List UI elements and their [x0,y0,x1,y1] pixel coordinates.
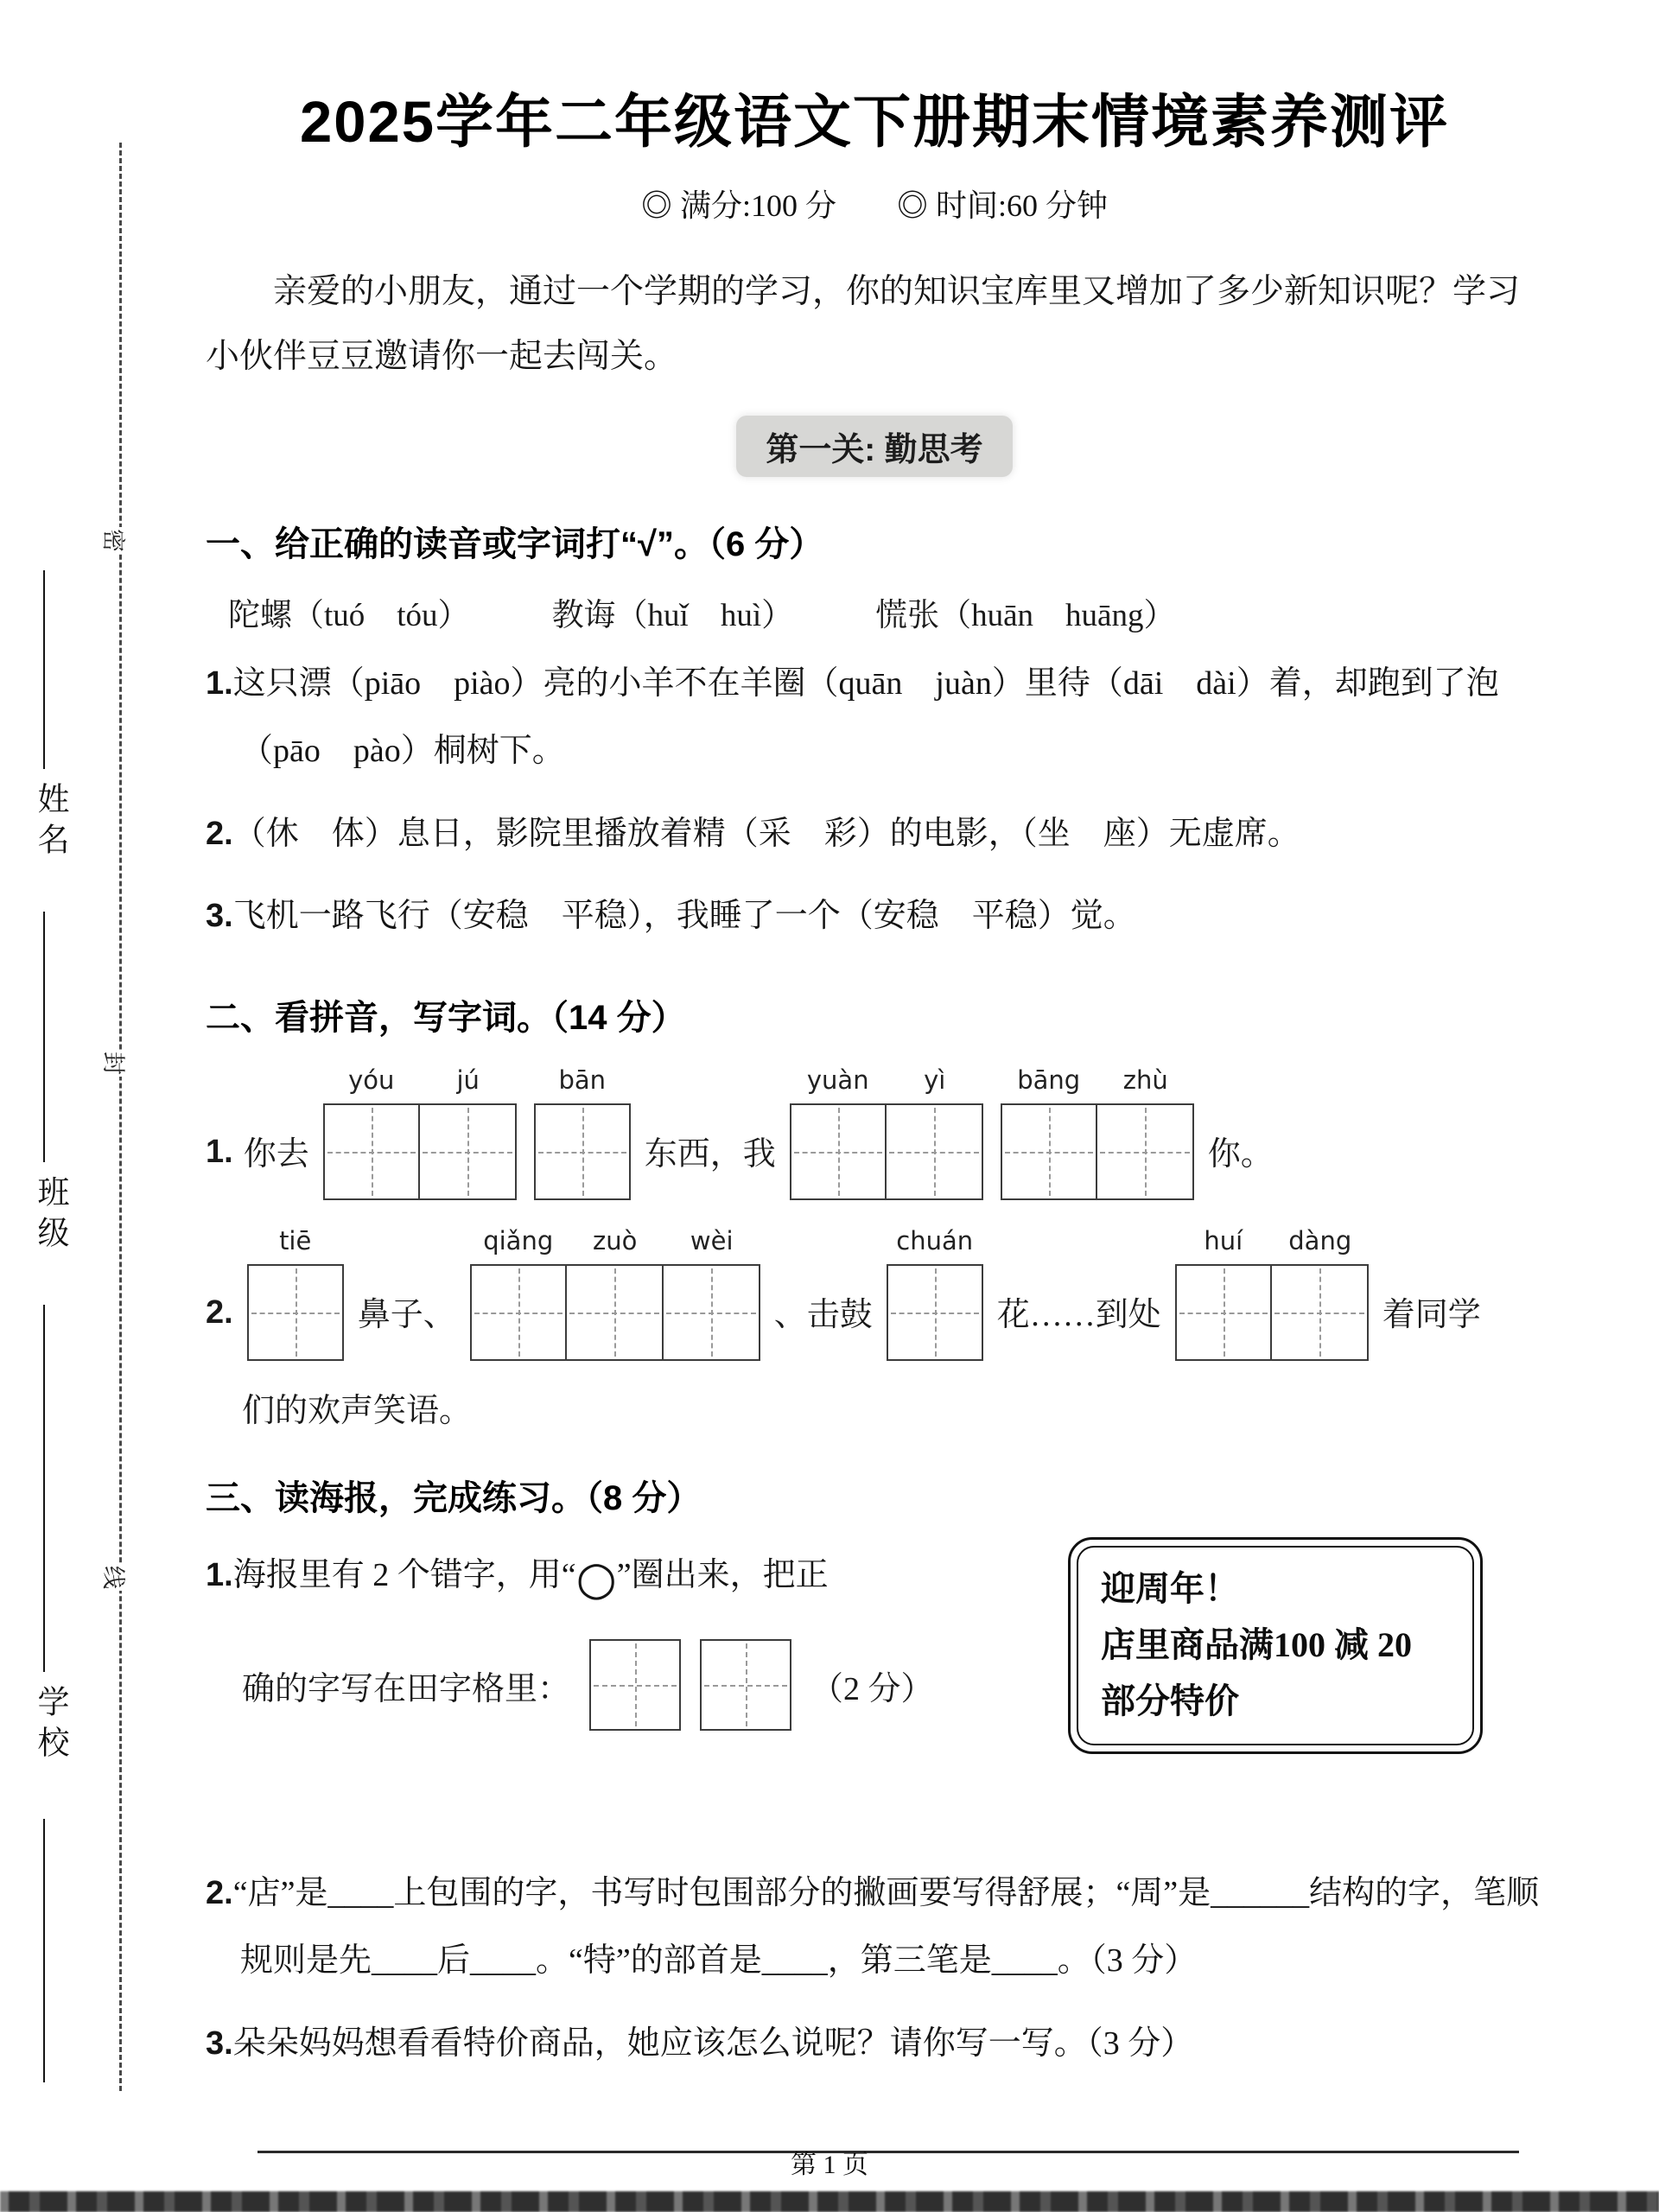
pinyin-grid-group [790,1065,983,1200]
pinyin-syllable: jú [456,1065,480,1096]
question-number: 2. [206,815,233,852]
time-limit-label: ◎ 时间:60 分钟 [897,188,1109,223]
pinyin-label-row [887,1226,983,1264]
q3-item-1-line-1 [206,1542,1035,1610]
tianzige-cell[interactable] [567,1264,664,1361]
tianzige-cell[interactable] [664,1264,760,1361]
class-blank-line [43,912,45,1162]
class-field-label: 班级 [32,1175,67,1256]
question-number: 2. [206,1294,233,1332]
pinyin-syllable: zuò [593,1226,638,1256]
row-text: 你。 [1207,1136,1274,1173]
pinyin-label-row [1001,1065,1194,1103]
question-text: 这只漂（piāo piào）亮的小羊不在羊圈（quān juàn）里待（dāi dài）着，却跑到了泡（pāo pào）桐树下。 [232,664,1499,769]
row-text: 东西，我 [644,1136,776,1173]
tianzige-cells [1001,1103,1194,1200]
q3-left-column [206,1542,1035,1731]
question-text: （休 体）息日，影院里播放着精（采 彩）的电影，（坐 座）无虚席。 [232,815,1300,852]
question-number: 1. [206,1134,233,1171]
poster-line-2: 店里商品满100 减 20 [1101,1625,1412,1665]
pinyin-grid-group [470,1226,760,1361]
question-number: 1. [206,1557,233,1594]
tianzige-cell[interactable] [1097,1103,1194,1200]
tianzige-cell[interactable] [887,1264,983,1361]
pinyin-label-row [790,1065,983,1103]
q1-item-3 [206,883,1543,950]
section-badge-wrap [206,416,1543,477]
school-field-label: 学校 [32,1685,67,1766]
pinyin-syllable: bān [558,1065,606,1096]
q2-title: 二、看拼音，写字词。（14 分） [206,999,686,1038]
pinyin-grid-row-1 [206,1065,1543,1200]
pinyin-syllable: zhù [1122,1065,1168,1096]
q3-title: 三、读海报，完成练习。（8 分） [206,1479,702,1518]
tianzige-cell[interactable] [1272,1264,1369,1361]
question-number: 3. [206,898,233,935]
promo-poster [1068,1537,1483,1753]
q2-row2-tail: 们的欢声笑语。 [242,1393,473,1430]
exam-content [206,76,1543,2153]
q1-item-2 [206,801,1543,868]
tianzige-cell[interactable] [534,1103,631,1200]
q3-item-2 [206,1860,1543,1995]
question-number: 2. [206,1875,233,1912]
question-text: 飞机一路飞行（安稳 平稳），我睡了一个（安稳 平稳）觉。 [232,898,1136,935]
pinyin-grid-group [1175,1226,1369,1361]
q3-block [206,1542,1543,1845]
row-text: 花……到处 [996,1297,1161,1334]
tianzige-cells [323,1103,517,1200]
score-label: （2 分） [810,1670,934,1707]
q1-word-2: 教诲（huǐ huì） [551,597,794,633]
q1-word-1: 陀螺（tuó tóu） [228,597,470,633]
pinyin-syllable: yuàn [806,1065,869,1096]
promo-poster-inner [1077,1546,1474,1745]
q1-item-1 [206,651,1543,785]
q3-item-3 [206,2011,1543,2078]
tianzige-cell[interactable] [700,1639,791,1731]
pinyin-grid-row-2 [206,1226,1543,1361]
section-badge: 第一关: 勤思考 [736,416,1012,477]
tianzige-cells [534,1103,631,1200]
poster-line-1: 迎周年！ [1101,1569,1239,1609]
school-blank-line [43,1305,45,1672]
pinyin-grid-group [247,1226,344,1361]
tianzige-cell[interactable] [420,1103,517,1200]
exam-meta [206,181,1543,226]
question-text: 确的字写在田字格里： [242,1670,571,1707]
question-text: ”圈出来，把正 [616,1557,829,1594]
tianzige-cell[interactable] [790,1103,887,1200]
pinyin-syllable: tiē [279,1226,312,1256]
pinyin-label-row [470,1226,760,1264]
pinyin-syllable: chuán [896,1226,974,1256]
pinyin-label-row [1175,1226,1369,1264]
row-text: 、击鼓 [773,1297,873,1334]
q1-title: 一、给正确的读音或字词打“√”。（6 分） [206,524,824,563]
tianzige-cell[interactable] [247,1264,344,1361]
full-score-label: ◎ 满分:100 分 [640,188,836,223]
pinyin-syllable: wèi [690,1226,734,1256]
pinyin-syllable: dàng [1288,1226,1352,1256]
q3-answer-cells-row [206,1639,1035,1731]
tianzige-cell[interactable] [470,1264,567,1361]
pinyin-grid-group [1001,1065,1194,1200]
pinyin-syllable: huí [1204,1226,1243,1256]
tianzige-cells [790,1103,983,1200]
pinyin-grid-group [887,1226,983,1361]
tianzige-cell[interactable] [323,1103,420,1200]
question-number: 1. [206,664,233,702]
pinyin-syllable: bāng [1017,1065,1081,1096]
question-text: “店”是____上包围的字，书写时包围部分的撇画要写得舒展；“周”是______结构的字，笔顺规则是先____后____。“特”的部首是____，第三笔是____。（3 分） [232,1875,1540,1980]
tianzige-cell[interactable] [1001,1103,1097,1200]
seal-char-xian: 线 [93,1564,137,1591]
pinyin-label-row [323,1065,517,1103]
pinyin-syllable: yóu [348,1065,395,1096]
question-number: 3. [206,2025,233,2063]
tianzige-cell[interactable] [589,1639,681,1731]
page-number: 第 1 页 [791,2151,868,2179]
tianzige-cells [470,1264,760,1361]
pinyin-grid-group [534,1065,631,1200]
tianzige-cells [887,1264,983,1361]
seal-char-feng: 封 [93,1050,137,1077]
seal-dashed-line [119,143,122,2091]
question-text: 朵朵妈妈想看看特价商品，她应该怎么说呢？请你写一写。（3 分） [232,2025,1194,2063]
row-text: 鼻子、 [357,1297,456,1334]
tianzige-cell[interactable] [1175,1264,1272,1361]
tianzige-cells [247,1264,344,1361]
bottom-blank-line [43,1819,45,2082]
next-page-edge [0,2191,1659,2212]
row-text: 着同学 [1382,1297,1481,1334]
pinyin-syllable: yì [924,1065,946,1096]
pinyin-grid-group [323,1065,517,1200]
seal-char-mi: 密 [93,527,137,554]
intro-paragraph: 亲爱的小朋友，通过一个学期的学习，你的知识宝库里又增加了多少新知识呢？学习小伙伴豆豆邀请你一起去闯关。 [206,273,1521,375]
page-title: 2025学年二年级语文下册期末情境素养测评 [299,90,1450,155]
q1-word-3: 慌张（huān huāng） [875,597,1176,633]
tianzige-cells [1175,1264,1369,1361]
pinyin-label-row [534,1065,631,1103]
circle-symbol: ○ [575,1551,617,1606]
poster-line-3: 部分特价 [1101,1681,1239,1720]
q1-word-row [206,588,1543,635]
tianzige-cell[interactable] [887,1103,983,1200]
question-text: 海报里有 2 个错字，用“ [232,1557,576,1594]
row-text: 你去 [243,1136,309,1173]
name-field-label: 姓名 [32,782,67,863]
name-blank-line [43,570,45,769]
pinyin-syllable: qiǎng [483,1226,554,1256]
pinyin-label-row [247,1226,344,1264]
